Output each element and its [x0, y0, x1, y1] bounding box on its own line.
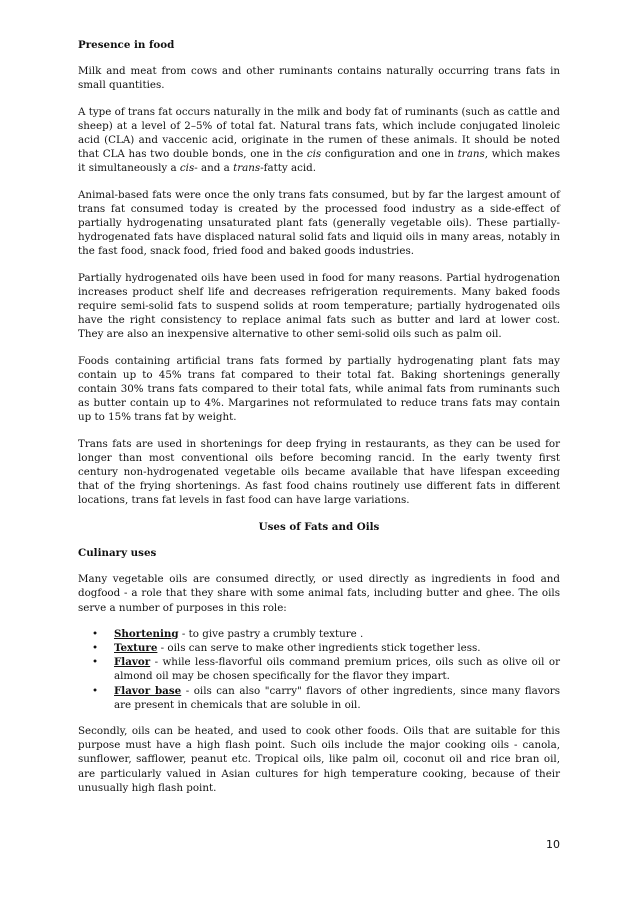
text-run: - and a	[194, 162, 234, 175]
list-item-term: Flavor	[114, 656, 151, 669]
paragraph-natural-trans-fat	[78, 105, 560, 176]
bullet-icon: •	[92, 641, 99, 654]
text-run: A type of trans fat occurs naturally in the milk and body fat of ruminants (such as cattle and sheep) at a level of 2–5% of total fat. Natural trans fats, which include conjugated linoleic acid (CLA) and vaccenic acid, originate in the rumen of these animals. It should be noted that CLA has two double bonds, one in the	[78, 105, 560, 161]
document-page	[78, 38, 560, 807]
list-item-text: - to give pastry a crumbly texture .	[178, 627, 364, 640]
section-heading-culinary-uses: Culinary uses	[78, 546, 157, 559]
bullet-icon: •	[92, 627, 99, 640]
list-item-term: Flavor base	[114, 684, 182, 697]
text-run: configuration and one in	[321, 148, 458, 161]
paragraph-artificial-trans-fats: Foods containing artificial trans fats formed by partially hydrogenating plant fats may contain up to 45% trans fat compared to their total fat. Baking shortenings generally contain 30% trans fats compared to their total fats, while animal fats from ruminants such as butter contain up to 4%. Margarines not reformulated to reduce trans fats may contain up to 15% trans fat by weight.	[78, 354, 560, 424]
italic-cis: cis	[306, 148, 322, 161]
italic-trans: trans	[233, 162, 261, 175]
list-item	[78, 627, 560, 641]
paragraph-vegetable-oils: Many vegetable oils are consumed directly, or used directly as ingredients in food and dogfood - a role that they share with some animal fats, including butter and ghee. The oils serve a number of purposes in this role:	[78, 573, 560, 614]
list-item	[78, 684, 560, 712]
list-item-text: - oils can serve to make other ingredients stick together less.	[157, 641, 481, 654]
paragraph-ruminants: Milk and meat from cows and other ruminants contains naturally occurring trans fats in small quantities.	[78, 65, 560, 92]
list-item	[78, 655, 560, 683]
text-run: , which makes it simultaneously a	[78, 148, 561, 175]
italic-trans: trans	[457, 148, 485, 161]
section-heading-uses-of-fats-and-oils: Uses of Fats and Oils	[258, 520, 380, 533]
page-number: 10	[546, 838, 560, 851]
list-item-text: - while less-flavorful oils command premium prices, oils such as olive oil or almond oil may be chosen specifically for the flavor they impart.	[114, 656, 560, 683]
bullet-icon: •	[92, 656, 99, 669]
section-heading-presence-in-food: Presence in food	[78, 39, 175, 51]
bullet-icon: •	[92, 684, 99, 697]
list-item-text: - oils can also "carry" flavors of other ingredients, since many flavors are present in chemicals that are soluble in oil.	[114, 684, 561, 711]
paragraph-deep-frying: Trans fats are used in shortenings for deep frying in restaurants, as they can be used for longer than most conventional oils before becoming rancid. In the early twenty first century non-hydrogenated vegetable oils became available that have lifespan exceeding that of the frying shortenings. As fast food chains routinely use different fats in different locations, trans fat levels in fast food can have large variations.	[78, 437, 560, 507]
text-run: -fatty acid.	[260, 162, 317, 175]
paragraph-animal-based-fats: Animal-based fats were once the only trans fats consumed, but by far the largest amount of trans fat consumed today is created by the processed food industry as a side-effect of partially hydrogenating unsaturated plant fats (generally vegetable oils). These partially-hydrogenated fats have displaced natural solid fats and liquid oils in many areas, notably in the fast food, snack food, fried food and baked goods industries.	[78, 188, 560, 258]
culinary-uses-list	[78, 627, 560, 712]
paragraph-partially-hydrogenated-oils: Partially hydrogenated oils have been used in food for many reasons. Partial hydrogenation increases product shelf life and decreases refrigeration requirements. Many baked foods require semi-solid fats to suspend solids at room temperature; partially hydrogenated oils have the right consistency to replace animal fats such as butter and lard at lower cost. They are also an inexpensive alternative to other semi-solid oils such as palm oil.	[78, 271, 560, 341]
list-item-term: Shortening	[114, 627, 179, 640]
italic-cis: cis	[179, 162, 195, 175]
paragraph-cooking-oils: Secondly, oils can be heated, and used to cook other foods. Oils that are suitable for this purpose must have a high flash point. Such oils include the major cooking oils - canola, sunflower, safflower, peanut etc. Tropical oils, like palm oil, coconut oil and rice bran oil, are particularly valued in Asian cultures for high temperature cooking, because of their unusually high flash point.	[78, 724, 560, 794]
list-item-term: Texture	[114, 641, 158, 654]
list-item	[78, 641, 560, 655]
